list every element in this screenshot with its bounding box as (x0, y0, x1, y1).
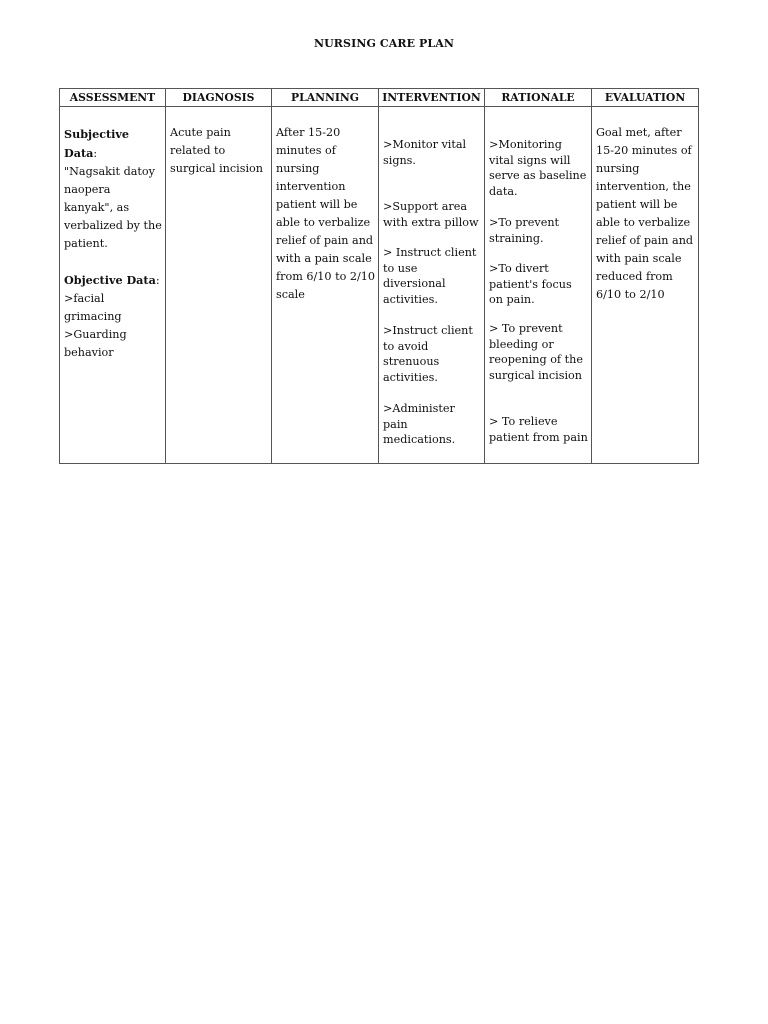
objective-data-label: Objective Data (64, 273, 156, 287)
header-assessment: ASSESSMENT (60, 89, 166, 107)
rationale-item: > To relieve patient from pain (489, 415, 588, 444)
objective-data (64, 271, 162, 290)
header-evaluation: EVALUATION (592, 89, 699, 107)
rationale-item: > To prevent bleeding or reopening of the surgical incision (489, 322, 583, 382)
rationale-cell (485, 107, 592, 464)
objective-item: >facial grimacing (64, 292, 122, 323)
evaluation-text: Goal met, after 15-20 minutes of nursing intervention, the patient will be able to verbalize relief of pain and with pain scale reduced from 6/10 to 2/10 (596, 126, 694, 301)
header-planning: PLANNING (272, 89, 379, 107)
rationale-item: >To divert patient's focus on pain. (489, 262, 572, 307)
subjective-data-colon: : (93, 147, 98, 160)
intervention-item: >Support area with extra pillow (383, 200, 479, 229)
planning-text: After 15-20 minutes of nursing intervention patient will be able to verbalize relief of pain and with a pain scale from 6/10 to 2/10 scale (276, 126, 375, 301)
nursing-care-plan-table (59, 88, 699, 464)
subjective-data-label: Subjective Data (64, 127, 130, 160)
planning-cell (272, 107, 379, 464)
diagnosis-text: Acute pain related to surgical incision (170, 126, 263, 175)
diagnosis-cell (166, 107, 272, 464)
evaluation-cell (592, 107, 699, 464)
intervention-item: >Monitor vital signs. (383, 138, 467, 167)
header-intervention: INTERVENTION (379, 89, 485, 107)
intervention-item: >Instruct client to avoid strenuous activities. (383, 324, 473, 384)
objective-item: >Guarding behavior (64, 328, 127, 359)
assessment-cell (60, 107, 166, 464)
header-row (60, 89, 699, 107)
objective-data-colon: : (155, 274, 160, 287)
header-rationale: RATIONALE (485, 89, 592, 107)
rationale-item: >To prevent straining. (489, 216, 560, 245)
header-diagnosis: DIAGNOSIS (166, 89, 272, 107)
intervention-item: >Administer pain medications. (383, 402, 456, 447)
intervention-item: > Instruct client to use diversional activities. (383, 246, 477, 306)
table-row (60, 107, 699, 464)
subjective-data (64, 125, 162, 163)
document-title: NURSING CARE PLAN (313, 37, 455, 50)
rationale-item: >Monitoring vital signs will serve as baseline data. (489, 138, 587, 198)
subjective-data-text: "Nagsakit datoy naopera kanyak", as verbalized by the patient. (64, 165, 162, 250)
intervention-cell (379, 107, 485, 464)
